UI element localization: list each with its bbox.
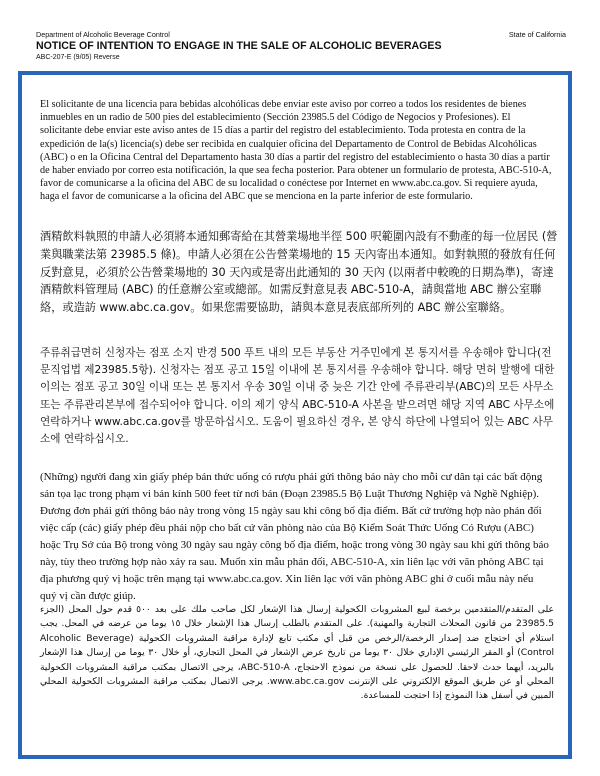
department-name: Department of Alcoholic Beverage Control [36,30,170,39]
korean-paragraph: 주류취급면허 신청자는 점포 소지 반경 500 푸트 내의 모든 부동산 거주민에게 본 통지서를 우송해야 합니다(전문직업법 제23985.5항). 신청자는 점포 공고 15일 이내에 본 통지서를 우송해야 합니다. 해당 면허 발행에 대한 이의는 점포 공고 30일 이내 또는 본 통지서 우송 30일 이내 중 늦은 기간 안에 주류관리부(ABC)의 모든 사무소 또는 주류관리본부에 접수되어야 합니다. 이의 제기 양식 ABC-510-A 사본을 받으려면 해당 지역 ABC 사무소에 연락하거나 www.abc.ca.gov를 방문하십시오. 도움이 필요하신 경우, 본 양식 하단에 나열되어 있는 ABC 사무소에 연락하십시오. [40,347,555,446]
form-number: ABC-207-E (9/05) Reverse [36,54,120,61]
form-title: NOTICE OF INTENTION TO ENGAGE IN THE SALE OF ALCOHOLIC BEVERAGES [36,40,442,52]
form-header [36,30,566,62]
arabic-paragraph: على المتقدم/المتقدمين برخصة لبيع المشروبات الكحولية إرسال هذا الإشعار لكل صاحب ملك على بعد ٥٠٠ قدم حول المحل (الجزء 23985.5 من قانون المحلات التجارية والمهنية). على المتقدم بالطلب إرسال هذا الإشعار خلال ١٥ يوما من عرضه في المحل. يجب استلام أي احتجاج ضد إصدار الرخصة/الرخص من قبل أي مكتب تابع لإدارة مراقبة المشروبات الكحولية (Alcoholic Beverage Control) أو المقر الرئيسي الإداري خلال ٣٠ يوما من تاريخ عرض الإشعار في المحل التجاري، أو خلال ٣٠ يوما من إرسال هذا الإشعار بالبريد، أيهما حدث لاحقا. للحصول على نسخة من نموذج الاحتجاج، ABC-510-A، يرجى الاتصال بمكتب مراقبة المشروبات الكحولية المحلي أو عن طريق الموقع الإلكتروني على الإنترنت www.abc.ca.gov. يرجى الاتصال بمكتب مراقبة المشروبات الكحولية المحلي المبين في أسفل هذا النموذج إذا احتجت للمساعدة. [40,604,554,702]
header-top-row [36,30,566,39]
spanish-paragraph: El solicitante de una licencia para bebidas alcohólicas debe enviar este aviso por correo a todos los residentes de bienes inmuebles en un radio de 500 pies del establecimiento (Sección 23985.5 del Código de Negocios y Profesiones). El solicitante debe enviar este aviso antes de 15 días a partir del registro del establecimiento. Toda protesta en contra de la expedición de la(s) licencia(s) debe ser recibida en cualquier oficina del Departamento de Control de Bebidas Alcohólicas (ABC) o en la Oficina Central del Departamento hasta 30 días a partir del registro del establecimiento o hasta 30 días a partir de haber enviado por correo esta notificación, la que sea fecha posterior. Para obtener un formulario de protesta, ABC-510-A, favor de comunicarse a la oficina del ABC de su localidad o conéctese por Internet en www.abc.ca.gov. Si requiere ayuda, haga el favor de comunicarse a la oficina del ABC que se menciona en la parte inferior de este formulario. [40,99,552,203]
vietnamese-paragraph: (Những) người đang xin giấy phép bán thức uống có rượu phải gửi thông báo này cho mỗi cư dân tại các bất động sản tọa lạc trong phạm vi bán kính 500 feet từ nơi bán (Đoạn 23985.5 Bộ Luật Thương Nghiệp và Nghề Nghiệp). Đương đơn phải gửi thông báo này trong vòng 15 ngày sau khi công bố địa điểm. Bất cứ trường hợp nào phản đối việc cấp (các) giấy phép đều phải nộp cho bất cứ văn phòng nào của Bộ Kiểm Soát Thức Uống Có Rượu (ABC) hoặc Trụ Sở của Bộ trong vòng 30 ngày sau ngày công bố địa điểm, hoặc trong vòng 30 ngày sau khi gửi thông báo này, tùy theo trường hợp nào xảy ra sau. Muốn xin mẫu phản đối, ABC-510-A, xin liên lạc với văn phòng ABC tại địa phương quý vị hoặc trên mạng tại www.abc.ca.gov. Xin liên lạc với văn phòng ABC ghi ở cuối mẫu này nếu quý vị cần được giúp. [40,471,549,602]
chinese-paragraph: 酒精飲料執照的申請人必須將本通知郵寄給在其營業場地半徑 500 呎範圍內設有不動產的每一位居民 (營業與職業法第 23985.5 條)。申請人必須在公告營業場地的 15 天內寄出本通知。如對執照的發放有任何反對意見，必須於公告營業場地的 30 天內或是寄出此通知的 30 天內 (以兩者中較晚的日期為準)，寄達酒精飲料管理局 (ABC) 的任意辦公室或總部。如需反對意見表 ABC-510-A，請與當地 ABC 辦公室聯絡，或造訪 www.abc.ca.gov。如果您需要協助，請與本意見表底部所列的 ABC 辦公室聯絡。 [40,230,558,315]
state-name: State of California [508,30,566,39]
